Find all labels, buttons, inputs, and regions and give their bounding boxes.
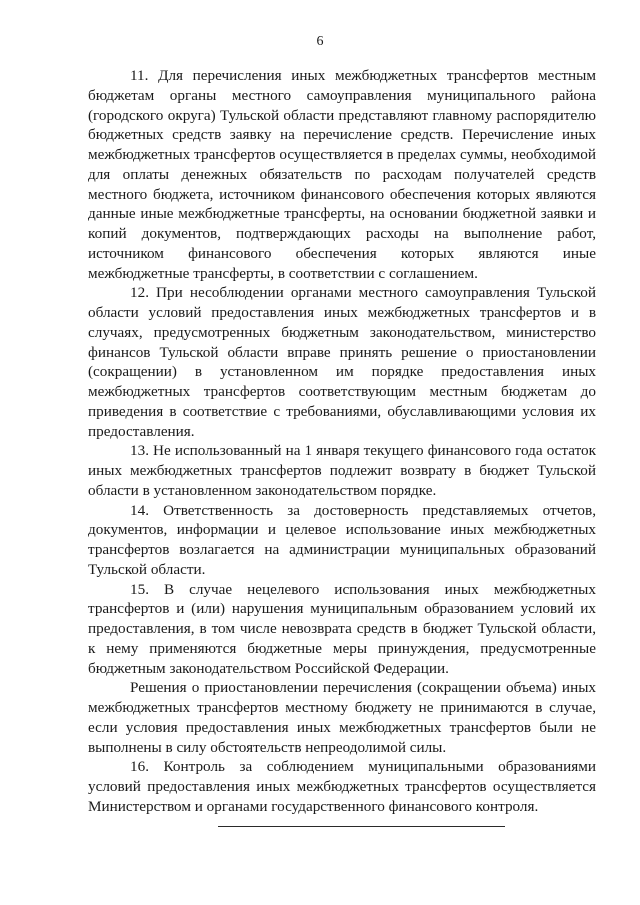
paragraph-15: 15. В случае нецелевого использования иных межбюджетных трансфертов и (или) нарушения муниципальным образованием условий их предоставления, в том числе невозврата средств в бюджет Тульской области, к нему применяются бюджетные меры принуждения, предусмотренные бюджетным законодательством Российской Федерации. bbox=[88, 580, 596, 677]
paragraph-12: 12. При несоблюдении органами местного самоуправления Тульской области условий предоставления иных межбюджетных трансфертов и в случаях, предусмотренных бюджетным законодательством, министерство финансов Тульской области вправе принять решение о приостановлении (сокращении) в установленном им порядке предоставления иных межбюджетных трансфертов соответствующим местным бюджетам до приведения в соответствие с требованиями, обуславливающими условия их предоставления. bbox=[88, 284, 596, 440]
document-body bbox=[88, 66, 596, 817]
paragraph-14: 14. Ответственность за достоверность представляемых отчетов, документов, информации и целевое использование иных межбюджетных трансфертов возлагается на администрации муниципальных образований Тульской области. bbox=[88, 501, 596, 578]
paragraph-15-continuation: Решения о приостановлении перечисления (сокращении объема) иных межбюджетных трансфертов местному бюджету не принимаются в случае, если условия предоставления иных межбюджетных трансфертов были не выполнены в силу обстоятельств непреодолимой силы. bbox=[88, 679, 596, 756]
page-number: 6 bbox=[316, 34, 324, 49]
paragraph-11: 11. Для перечисления иных межбюджетных трансфертов местным бюджетам органы местного самоуправления муниципального района (городского округа) Тульской области представляют главному распорядителю бюджетных средств заявку на перечисление средств. Перечисление иных межбюджетных трансфертов осуществляется в пределах суммы, необходимой для оплаты денежных обязательств по расходам получателей средств местного бюджета, источником финансового обеспечения которых являются данные иные межбюджетные трансферты, на основании бюджетной заявки и копий документов, подтверждающих расходы на выполнение работ, источником финансового обеспечения которых являются иные межбюджетные трансферты, в соответствии с соглашением. bbox=[88, 67, 596, 282]
paragraph-16: 16. Контроль за соблюдением муниципальными образованиями условий предоставления иных межбюджетных трансфертов осуществляется Министерством и органами государственного финансового контроля. bbox=[88, 758, 596, 815]
paragraph-13: 13. Не использованный на 1 января текущего финансового года остаток иных межбюджетных трансфертов подлежит возврату в бюджет Тульской области в установленном законодательством порядке. bbox=[88, 442, 596, 499]
closing-separator-line bbox=[218, 826, 505, 827]
